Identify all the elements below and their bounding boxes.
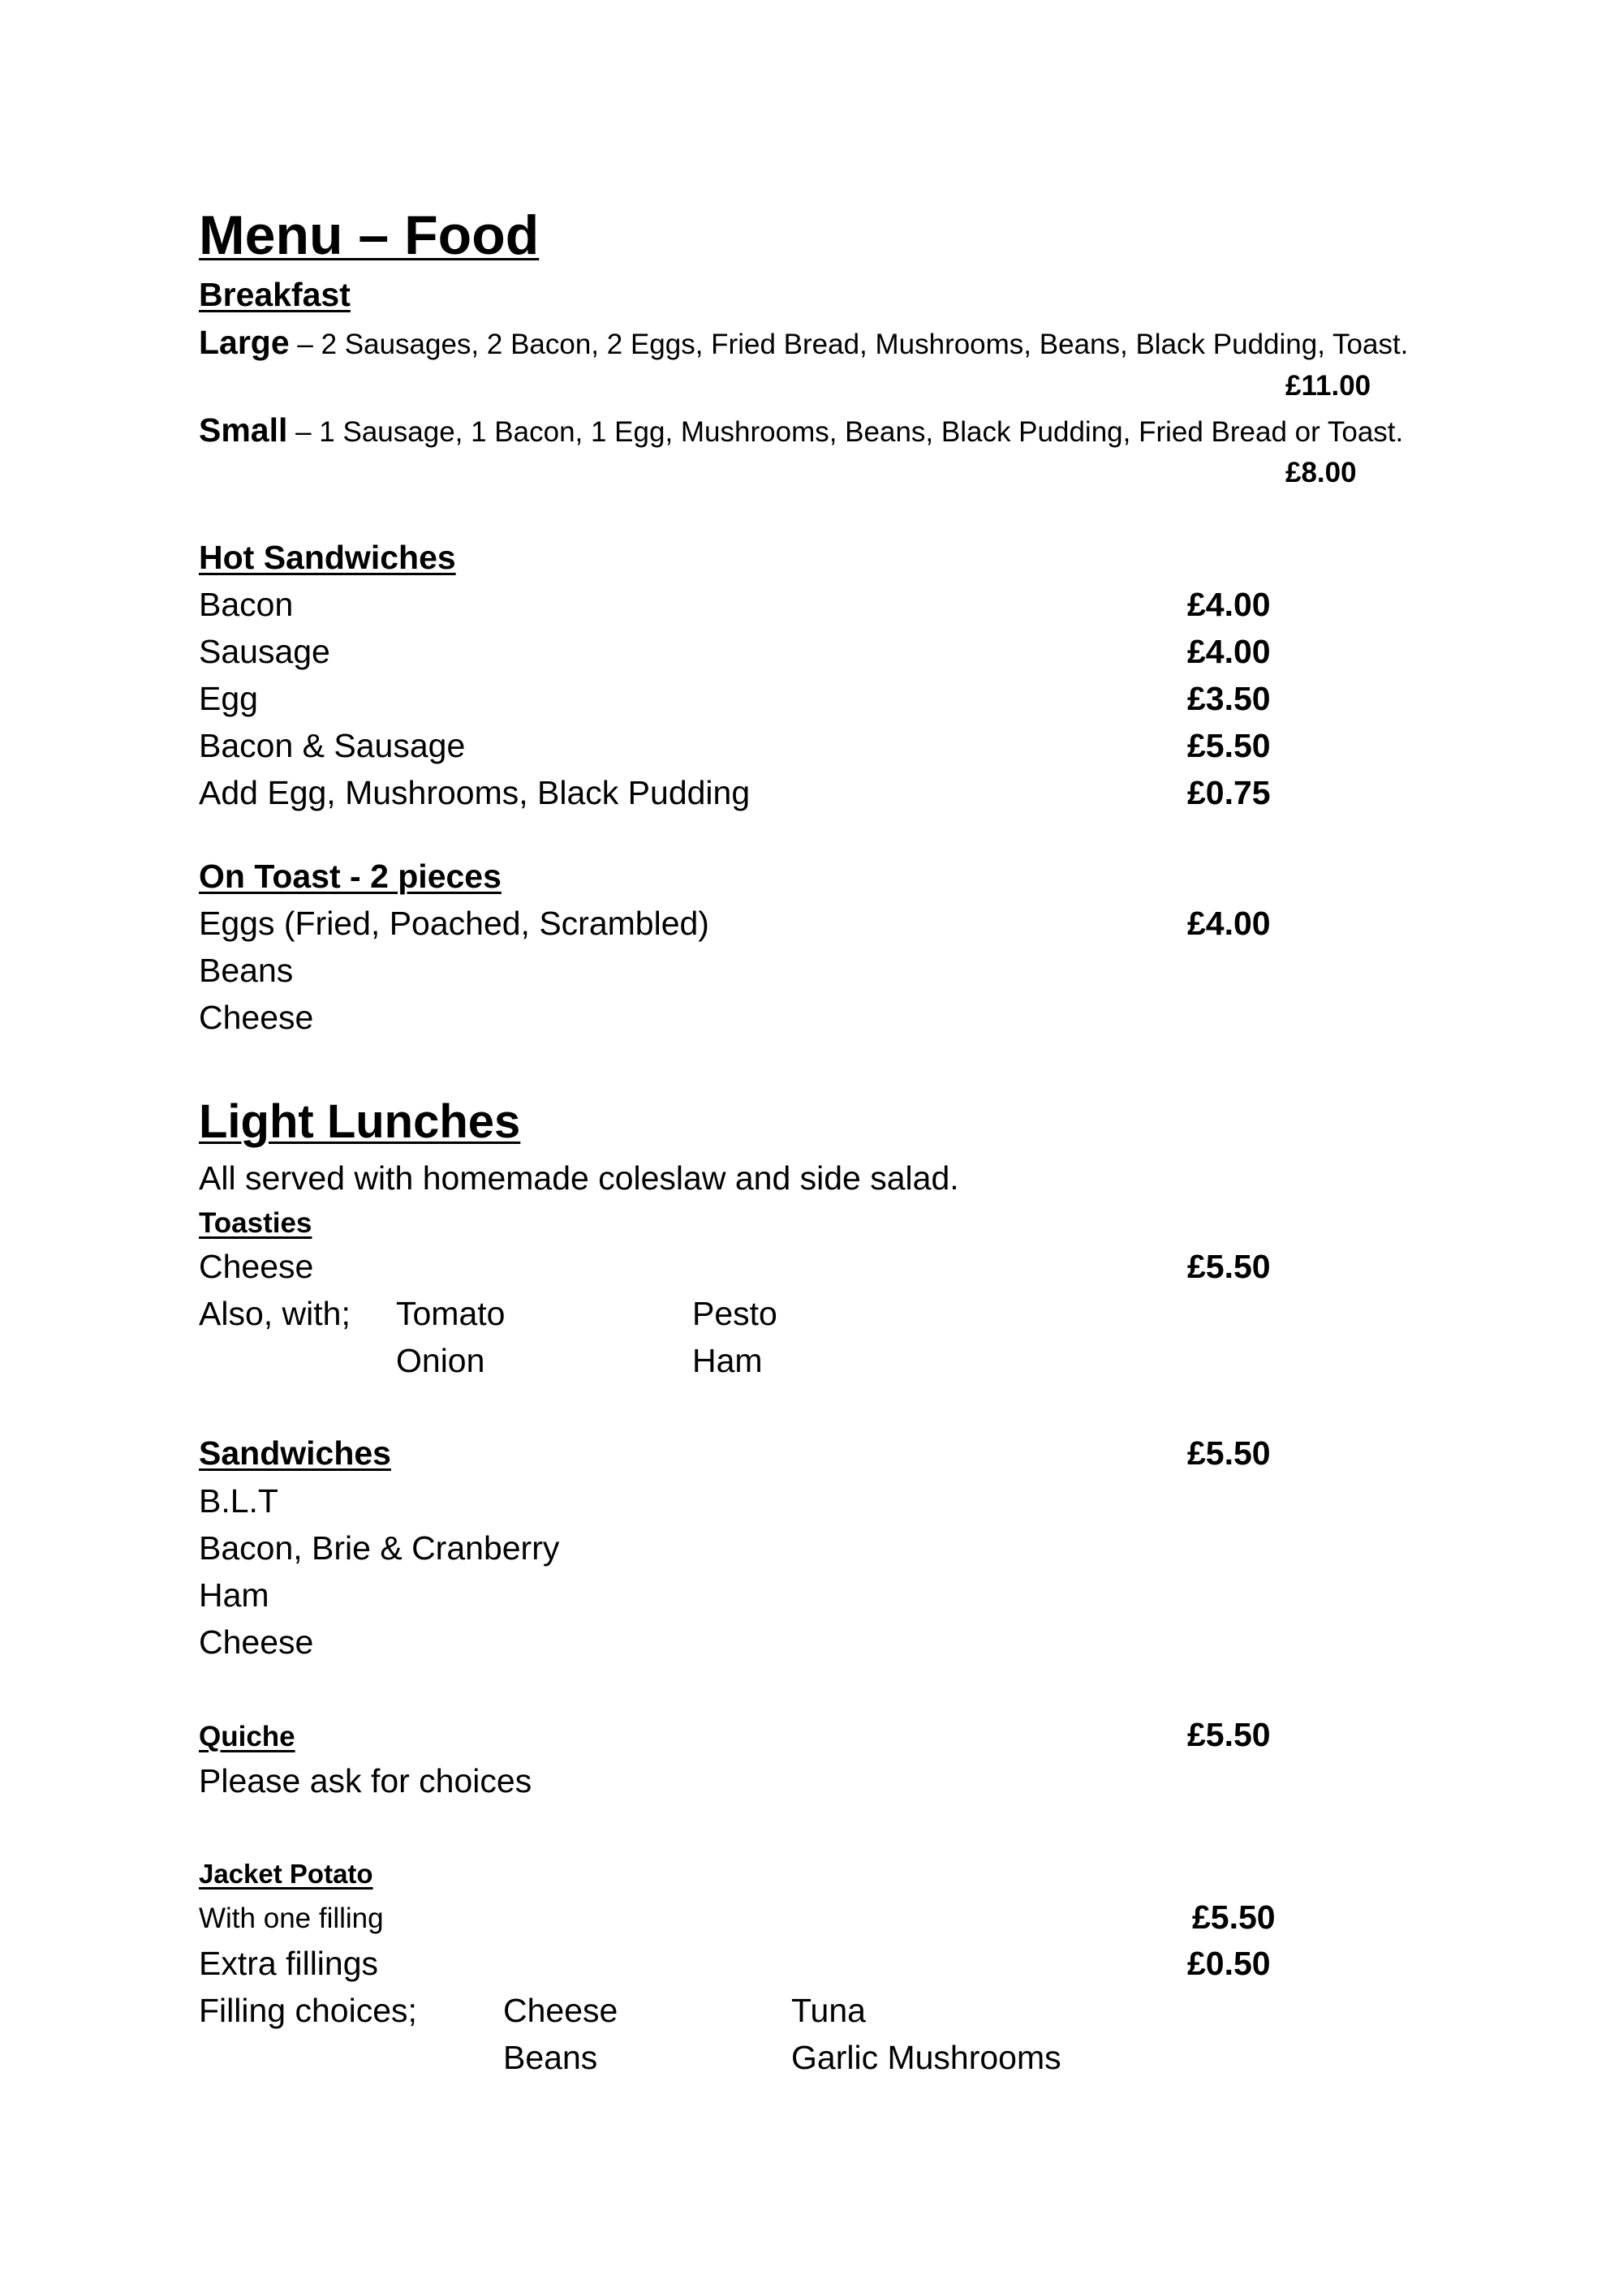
hot-sandwich-price: £4.00	[1187, 633, 1271, 670]
hot-sandwich-price: £5.50	[1187, 727, 1271, 764]
quiche-heading: Quiche	[199, 1721, 295, 1752]
breakfast-large-line	[199, 326, 1408, 359]
breakfast-small-line	[199, 411, 1404, 449]
toasties-heading: Toasties	[199, 1207, 312, 1239]
breakfast-large-desc: – 2 Sausages, 2 Bacon, 2 Eggs, Fried Bread, Mushrooms, Beans, Black Pudding, Toast.	[289, 329, 1409, 360]
jacket-potato-heading: Jacket Potato	[199, 1859, 373, 1889]
hot-sandwich-name: Sausage	[199, 633, 330, 670]
breakfast-large-price: £11.00	[1285, 370, 1371, 402]
sandwich-item: Ham	[199, 1576, 269, 1614]
hot-sandwich-name: Egg	[199, 680, 258, 717]
breakfast-heading: Breakfast	[199, 276, 351, 313]
jacket-potato-choice: Tuna	[791, 1992, 866, 2029]
toasties-item: Cheese	[199, 1248, 314, 1285]
on-toast-item: Eggs (Fried, Poached, Scrambled)	[199, 905, 709, 942]
on-toast-price: £4.00	[1187, 905, 1271, 942]
toasties-option: Pesto	[692, 1295, 777, 1332]
jacket-potato-choice: Beans	[503, 2039, 598, 2076]
toasties-option: Onion	[396, 1342, 485, 1379]
breakfast-small-desc: – 1 Sausage, 1 Bacon, 1 Egg, Mushrooms, Beans, Black Pudding, Fried Bread or Toast.	[287, 416, 1404, 448]
toasties-price: £5.50	[1187, 1248, 1271, 1285]
jacket-potato-choice: Garlic Mushrooms	[791, 2039, 1061, 2076]
sandwich-item: Cheese	[199, 1623, 314, 1661]
light-lunches-heading: Light Lunches	[199, 1095, 521, 1148]
breakfast-small-name: Small	[199, 411, 288, 449]
light-lunches-note: All served with homemade coleslaw and side salad.	[199, 1159, 959, 1197]
on-toast-heading: On Toast - 2 pieces	[199, 858, 502, 895]
jacket-potato-extra-price: £0.50	[1187, 1945, 1271, 1982]
quiche-price: £5.50	[1187, 1716, 1271, 1753]
jacket-potato-one-filling-price: £5.50	[1192, 1898, 1276, 1936]
jacket-potato-choice: Cheese	[503, 1992, 618, 2029]
sandwiches-heading: Sandwiches	[199, 1434, 391, 1472]
toasties-option: Tomato	[396, 1295, 506, 1332]
sandwich-item: Bacon, Brie & Cranberry	[199, 1529, 560, 1567]
page-title: Menu – Food	[199, 204, 540, 266]
jacket-potato-choices-label: Filling choices;	[199, 1992, 417, 2029]
hot-sandwich-price: £3.50	[1187, 680, 1271, 717]
breakfast-large-name: Large	[199, 324, 290, 361]
hot-sandwich-name: Add Egg, Mushrooms, Black Pudding	[199, 774, 751, 811]
breakfast-small-price: £8.00	[1285, 457, 1357, 488]
toasties-option: Ham	[692, 1342, 763, 1379]
toasties-also-label: Also, with;	[199, 1295, 351, 1332]
hot-sandwich-price: £4.00	[1187, 586, 1271, 623]
hot-sandwich-name: Bacon	[199, 586, 294, 623]
quiche-note: Please ask for choices	[199, 1762, 532, 1799]
on-toast-item: Cheese	[199, 999, 314, 1036]
sandwich-item: B.L.T	[199, 1482, 278, 1520]
hot-sandwich-price: £0.75	[1187, 774, 1271, 811]
on-toast-item: Beans	[199, 952, 294, 989]
jacket-potato-extra: Extra fillings	[199, 1945, 379, 1982]
jacket-potato-one-filling: With one filling	[199, 1903, 384, 1934]
sandwiches-price: £5.50	[1187, 1434, 1271, 1472]
hot-sandwich-name: Bacon & Sausage	[199, 727, 466, 764]
hot-sandwiches-heading: Hot Sandwiches	[199, 539, 456, 576]
